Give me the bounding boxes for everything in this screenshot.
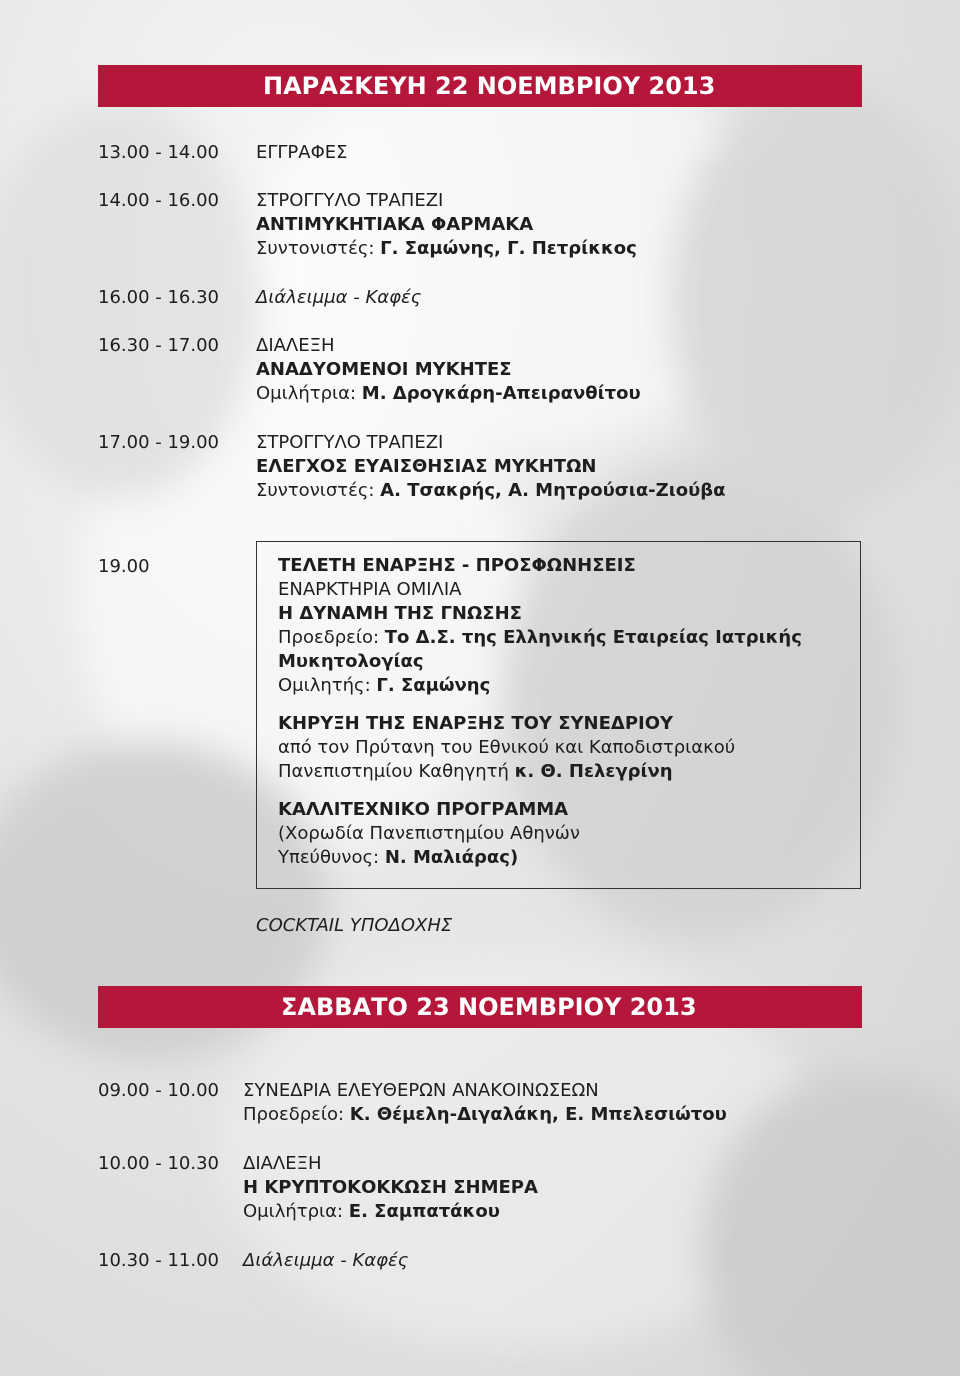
opening-title: ΤΕΛΕΤΗ ΕΝΑΡΞΗΣ - ΠΡΟΣΦΩΝΗΣΕΙΣ	[278, 555, 636, 576]
session-time: 14.00 - 16.00	[98, 190, 219, 211]
session-time: 10.00 - 10.30	[98, 1153, 219, 1174]
session-time: 16.00 - 16.30	[98, 287, 219, 308]
session-title: ΑΝΑΔΥΟΜΕΝΟΙ ΜΥΚΗΤΕΣ	[256, 359, 512, 380]
opening-declaration-by: από τον Πρύτανη του Εθνικού και Καποδιστριακού	[278, 737, 736, 758]
art-program-responsible: Υπεύθυνος: Ν. Μαλιάρας)	[278, 847, 519, 868]
opening-rector: Πανεπιστημίου Καθηγητή κ. Θ. Πελεγρίνη	[278, 761, 673, 782]
art-program-title: ΚΑΛΛΙΤΕΧΝΙΚΟ ΠΡΟΓΡΑΜΜΑ	[278, 799, 569, 820]
session-title: ΕΛΕΓΧΟΣ ΕΥΑΙΣΘΗΣΙΑΣ ΜΥΚΗΤΩΝ	[256, 456, 597, 477]
session-type: ΣΤΡΟΓΓΥΛΟ ΤΡΑΠΕΖΙ	[256, 432, 444, 453]
opening-declaration: ΚΗΡΥΞΗ ΤΗΣ ΕΝΑΡΞΗΣ ΤΟΥ ΣΥΝΕΔΡΙΟΥ	[278, 713, 674, 734]
session-title: ΑΝΤΙΜΥΚΗΤΙΑΚΑ ΦΑΡΜΑΚΑ	[256, 214, 534, 235]
opening-speaker: Ομιλητής: Γ. Σαμώνης	[278, 675, 491, 696]
art-program-choir: (Χορωδία Πανεπιστημίου Αθηνών	[278, 823, 580, 844]
session-time: 19.00	[98, 556, 150, 577]
session-time: 17.00 - 19.00	[98, 432, 219, 453]
session-speaker: Ομιλήτρια: Μ. Δρογκάρη-Απειρανθίτου	[256, 383, 641, 404]
day-header-saturday: ΣΑΒΒΑΤΟ 23 ΝΟΕΜΒΡΙΟΥ 2013	[98, 986, 862, 1028]
session-coordinators: Συντονιστές: Α. Τσακρής, Α. Μητρούσια-Ζιούβα	[256, 480, 726, 501]
session-coordinators: Συντονιστές: Γ. Σαμώνης, Γ. Πετρίκκος	[256, 238, 637, 259]
session-type: ΔΙΑΛΕΞΗ	[243, 1153, 322, 1174]
session-time: 09.00 - 10.00	[98, 1080, 219, 1101]
session-presidium: Προεδρείο: Κ. Θέμελη-Διγαλάκη, Ε. Μπελεσιώτου	[243, 1104, 727, 1125]
session-time: 16.30 - 17.00	[98, 335, 219, 356]
opening-presidium-cont: Μυκητολογίας	[278, 651, 424, 672]
session-title: Διάλειμμα - Καφές	[243, 1250, 409, 1271]
session-speaker: Ομιλήτρια: Ε. Σαμπατάκου	[243, 1201, 500, 1222]
session-time: 13.00 - 14.00	[98, 142, 219, 163]
day-header-friday: ΠΑΡΑΣΚΕΥΗ 22 ΝΟΕΜΒΡΙΟΥ 2013	[98, 65, 862, 107]
session-title: ΣΥΝΕΔΡΙΑ ΕΛΕΥΘΕΡΩΝ ΑΝΑΚΟΙΝΩΣΕΩΝ	[243, 1080, 599, 1101]
opening-ceremony-content	[278, 554, 802, 870]
opening-presidium: Προεδρείο: Το Δ.Σ. της Ελληνικής Εταιρείας Ιατρικής	[278, 627, 802, 648]
session-time: 10.30 - 11.00	[98, 1250, 219, 1271]
session-title: Η ΚΡΥΠΤΟΚΟΚΚΩΣΗ ΣΗΜΕΡΑ	[243, 1177, 538, 1198]
session-type: ΔΙΑΛΕΞΗ	[256, 335, 335, 356]
session-title: ΕΓΓΡΑΦΕΣ	[256, 142, 348, 163]
opening-lecture-title: Η ΔΥΝΑΜΗ ΤΗΣ ΓΝΩΣΗΣ	[278, 603, 522, 624]
opening-lecture: ΕΝΑΡΚΤΗΡΙΑ ΟΜΙΛΙΑ	[278, 579, 462, 600]
session-type: ΣΤΡΟΓΓΥΛΟ ΤΡΑΠΕΖΙ	[256, 190, 444, 211]
session-title: Διάλειμμα - Καφές	[256, 287, 422, 308]
cocktail-reception: COCKTAIL ΥΠΟΔΟΧΗΣ	[256, 915, 453, 936]
